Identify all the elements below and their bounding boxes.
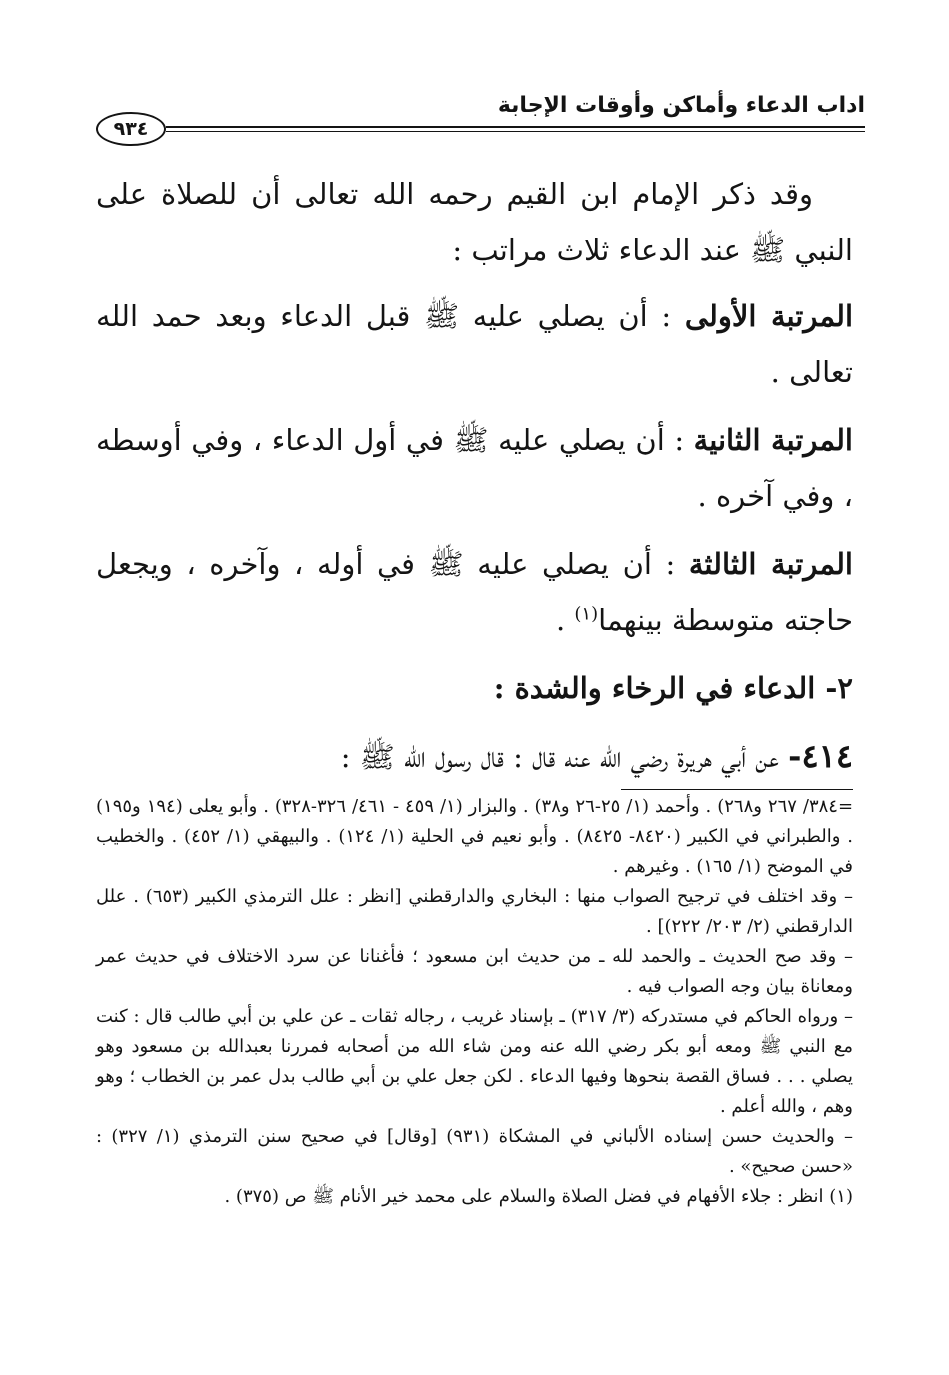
level-label: المرتبة الأولى: [684, 299, 854, 333]
footnote-reference[interactable]: (١): [574, 603, 599, 625]
hadith-text: عن أبي هريرة رضي الله عنه قال : قال رسول الله ﷺ :: [340, 740, 779, 774]
footnote-paragraph: – وقد صح الحديث ـ والحمد لله ـ من حديث ابن مسعود ؛ فأغنانا عن سرد الاختلاف في حديث عمر ومعاناة بيان وجه الصواب فيه .: [96, 946, 853, 997]
level-text: أن يصلي عليه ﷺ قبل الدعاء وبعد حمد الله تعالى .: [96, 299, 853, 389]
intro-paragraph: وقد ذكر الإمام ابن القيم رحمه الله تعالى أن للصلاة على النبي ﷺ عند الدعاء ثلاث مراتب :: [96, 177, 853, 267]
section-heading: ٢- الدعاء في الرخاء والشدة :: [493, 671, 853, 705]
level-paragraph-1: المرتبة الأولى : أن يصلي عليه ﷺ قبل الدعاء وبعد حمد الله تعالى .: [96, 299, 854, 389]
footnote-separator: [621, 789, 853, 790]
hadith-line: [96, 728, 853, 785]
footnote-paragraph: – والحديث حسن إسناده الألباني في المشكاة (٩٣١) [وقال] في صحيح سنن الترمذي (١/ ٣٢٧) : «حسن صحيح» .: [96, 1126, 853, 1177]
footnote-paragraph: =٣٨٤/ ٢٦٧ و٢٦٨) . وأحمد (١/ ٢٥-٢٦ و٣٨) . والبزار (١/ ٤٥٩ - ٤٦١/ ٣٢٦-٣٢٨) . وأبو يعلى (١٩٤ و١٩٥) . والطبراني في الكبير (٨٤٢٠- ٨٤٢٥) . وأبو نعيم في الحلية (١/ ١٢٤) . والبيهقي (١/ ٤٥٢) . والخطيب في الموضح (١/ ١٦٥) . وغيرهم .: [96, 796, 854, 877]
running-header: [96, 92, 865, 140]
footnote-1: (١) انظر : جلاء الأفهام في فضل الصلاة والسلام على محمد خير الأنام ﷺ ص (٣٧٥) .: [224, 1186, 853, 1207]
level-label: المرتبة الثانية: [693, 423, 853, 457]
footnote-paragraph: – وقد اختلف في ترجيح الصواب منها : البخاري والدارقطني [انظر : علل الترمذي الكبير (٦٥٣) . علل الدارقطني (٢/ ٢٠٣/ ٢٢٢)] .: [96, 886, 853, 937]
level-text: أن يصلي عليه ﷺ في أول الدعاء ، وفي أوسطه ، وفي آخره .: [96, 423, 853, 513]
main-text: [96, 166, 853, 785]
footnote-paragraph: – ورواه الحاكم في مستدركه (٣/ ٣١٧) ـ بإسناد غريب ، رجاله ثقات ـ عن علي بن أبي طالب قال : كنت مع النبي ﷺ ومعه أبو بكر رضي الله عنه ومن شاء الله من أصحابه فمررنا بعبدالله بن مسعود وهو يصلي . . . فساق القصة بنحوها وفيها الدعاء . لكن جعل علي بن أبي طالب بدل عمر بن الخطاب ؛ وهو وهم ، والله أعلم .: [96, 1006, 853, 1117]
level-paragraph-2: المرتبة الثانية : أن يصلي عليه ﷺ في أول الدعاء ، وفي أوسطه ، وفي آخره .: [96, 423, 853, 513]
level-label: المرتبة الثالثة: [688, 547, 853, 581]
footnotes: [96, 792, 853, 1212]
level-text-end: .: [555, 603, 575, 637]
level-paragraph-3: المرتبة الثالثة : أن يصلي عليه ﷺ في أوله ، وآخره ، ويجعل حاجته متوسطة بينهما$^{(١)}$ .: [96, 547, 853, 637]
header-title: اداب الدعاء وأماكن وأوقات الإجابة: [497, 93, 865, 118]
page-number: ٩٣٤: [96, 112, 166, 146]
level-text: أن يصلي عليه ﷺ في أوله ، وآخره ، ويجعل حاجته متوسطة بينهما: [96, 547, 853, 637]
hadith-number: ٤١٤-: [788, 737, 853, 775]
header-rule: [166, 126, 865, 132]
